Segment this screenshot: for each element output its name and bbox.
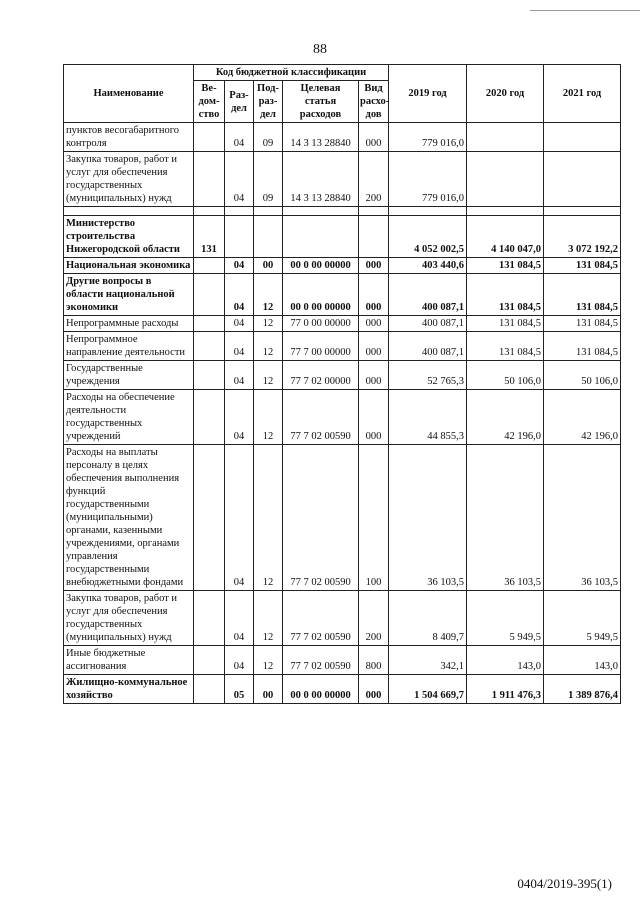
- row-2021-cell: 131 084,5: [544, 274, 621, 316]
- spacer-row: [64, 207, 621, 216]
- spacer-cell: [389, 207, 467, 216]
- row-2021-cell: 36 103,5: [544, 445, 621, 591]
- row-name-cell: пунктов весогабаритного контроля: [64, 123, 194, 152]
- row-2020-cell: 50 106,0: [467, 361, 544, 390]
- scan-edge-line: [530, 10, 640, 11]
- row-podrazdel-cell: 00: [254, 258, 283, 274]
- row-name-cell: Непрограммные расходы: [64, 316, 194, 332]
- row-razdel-cell: 04: [225, 361, 254, 390]
- table-row: [64, 216, 621, 258]
- spacer-cell: [194, 207, 225, 216]
- row-2020-cell: [467, 123, 544, 152]
- row-2020-cell: 4 140 047,0: [467, 216, 544, 258]
- row-expense-type-cell: 000: [359, 316, 389, 332]
- row-2020-cell: 1 911 476,3: [467, 675, 544, 704]
- row-2019-cell: 779 016,0: [389, 152, 467, 207]
- row-name-cell: Другие вопросы в области национальной экономики: [64, 274, 194, 316]
- row-target-article-cell: 77 7 02 00590: [283, 646, 359, 675]
- row-vedomstvo-cell: [194, 591, 225, 646]
- row-2021-cell: 143,0: [544, 646, 621, 675]
- row-expense-type-cell: [359, 216, 389, 258]
- row-name-cell: Жилищно-коммунальное хозяйство: [64, 675, 194, 704]
- row-expense-type-cell: 200: [359, 591, 389, 646]
- budget-table: [63, 64, 621, 704]
- row-2019-cell: 400 087,1: [389, 332, 467, 361]
- row-2019-cell: 4 052 002,5: [389, 216, 467, 258]
- row-2019-cell: 52 765,3: [389, 361, 467, 390]
- row-expense-type-cell: 000: [359, 390, 389, 445]
- spacer-cell: [467, 207, 544, 216]
- row-2020-cell: 131 084,5: [467, 316, 544, 332]
- row-vedomstvo-cell: [194, 274, 225, 316]
- row-name-cell: Закупка товаров, работ и услуг для обеспечения государственных (муниципальных) нужд: [64, 152, 194, 207]
- header-razdel: Раз- дел: [225, 81, 254, 123]
- row-podrazdel-cell: 09: [254, 152, 283, 207]
- row-vedomstvo-cell: [194, 258, 225, 274]
- row-vedomstvo-cell: [194, 675, 225, 704]
- header-2019: 2019 год: [389, 65, 467, 123]
- row-name-cell: Закупка товаров, работ и услуг для обеспечения государственных (муниципальных) нужд: [64, 591, 194, 646]
- row-target-article-cell: 77 7 02 00590: [283, 390, 359, 445]
- spacer-cell: [254, 207, 283, 216]
- table-row: [64, 646, 621, 675]
- header-target-article: Целевая статья расходов: [283, 81, 359, 123]
- header-2021: 2021 год: [544, 65, 621, 123]
- row-podrazdel-cell: 09: [254, 123, 283, 152]
- row-podrazdel-cell: 12: [254, 445, 283, 591]
- row-expense-type-cell: 000: [359, 332, 389, 361]
- row-vedomstvo-cell: [194, 123, 225, 152]
- row-name-cell: Министерство строительства Нижегородской области: [64, 216, 194, 258]
- table-row: [64, 316, 621, 332]
- table-row: [64, 361, 621, 390]
- spacer-cell: [225, 207, 254, 216]
- row-2021-cell: 42 196,0: [544, 390, 621, 445]
- row-target-article-cell: 77 7 02 00000: [283, 361, 359, 390]
- row-target-article-cell: 77 7 00 00000: [283, 332, 359, 361]
- row-name-cell: Расходы на обеспечение деятельности государственных учреждений: [64, 390, 194, 445]
- row-2020-cell: 131 084,5: [467, 274, 544, 316]
- row-target-article-cell: 77 0 00 00000: [283, 316, 359, 332]
- row-name-cell: Иные бюджетные ассигнования: [64, 646, 194, 675]
- header-expense-type: Вид расхо- дов: [359, 81, 389, 123]
- table-row: [64, 591, 621, 646]
- row-razdel-cell: 04: [225, 445, 254, 591]
- row-vedomstvo-cell: [194, 646, 225, 675]
- row-podrazdel-cell: 12: [254, 316, 283, 332]
- row-expense-type-cell: 000: [359, 274, 389, 316]
- table-row: [64, 152, 621, 207]
- table-row: [64, 258, 621, 274]
- page-number: 88: [313, 42, 327, 57]
- row-2019-cell: 8 409,7: [389, 591, 467, 646]
- row-expense-type-cell: 800: [359, 646, 389, 675]
- row-vedomstvo-cell: [194, 316, 225, 332]
- row-target-article-cell: 14 3 13 28840: [283, 123, 359, 152]
- row-target-article-cell: 77 7 02 00590: [283, 591, 359, 646]
- row-name-cell: Государственные учреждения: [64, 361, 194, 390]
- header-podrazdel: Под- раз- дел: [254, 81, 283, 123]
- row-expense-type-cell: 000: [359, 675, 389, 704]
- row-vedomstvo-cell: [194, 445, 225, 591]
- row-vedomstvo-cell: [194, 390, 225, 445]
- row-target-article-cell: 77 7 02 00590: [283, 445, 359, 591]
- row-podrazdel-cell: 12: [254, 361, 283, 390]
- row-expense-type-cell: 000: [359, 258, 389, 274]
- row-podrazdel-cell: 12: [254, 332, 283, 361]
- header-code-group: Код бюджетной классификации: [194, 65, 389, 81]
- table-body: [64, 123, 621, 704]
- table-row: [64, 390, 621, 445]
- row-razdel-cell: 04: [225, 123, 254, 152]
- row-podrazdel-cell: 12: [254, 591, 283, 646]
- row-podrazdel-cell: [254, 216, 283, 258]
- row-2021-cell: [544, 152, 621, 207]
- table-row: [64, 675, 621, 704]
- table-row: [64, 123, 621, 152]
- row-podrazdel-cell: 12: [254, 390, 283, 445]
- row-razdel-cell: 05: [225, 675, 254, 704]
- row-podrazdel-cell: 12: [254, 646, 283, 675]
- row-expense-type-cell: 000: [359, 123, 389, 152]
- header-vedomstvo: Ве- дом- ство: [194, 81, 225, 123]
- row-razdel-cell: 04: [225, 258, 254, 274]
- row-2021-cell: 131 084,5: [544, 316, 621, 332]
- row-name-cell: Непрограммное направление деятельности: [64, 332, 194, 361]
- row-2021-cell: 5 949,5: [544, 591, 621, 646]
- row-razdel-cell: 04: [225, 316, 254, 332]
- row-2019-cell: 400 087,1: [389, 274, 467, 316]
- row-2021-cell: 3 072 192,2: [544, 216, 621, 258]
- row-target-article-cell: 00 0 00 00000: [283, 258, 359, 274]
- row-2020-cell: 131 084,5: [467, 258, 544, 274]
- row-name-cell: Расходы на выплаты персоналу в целях обеспечения выполнения функций государственными (муниципальными) органами, казенными учреждениями, органами управления государственными внебюджетными фондами: [64, 445, 194, 591]
- row-2019-cell: 403 440,6: [389, 258, 467, 274]
- table-row: [64, 332, 621, 361]
- row-expense-type-cell: 100: [359, 445, 389, 591]
- row-2020-cell: 5 949,5: [467, 591, 544, 646]
- row-2021-cell: 1 389 876,4: [544, 675, 621, 704]
- header-name: Наименование: [64, 65, 194, 123]
- row-2020-cell: 143,0: [467, 646, 544, 675]
- row-2021-cell: 131 084,5: [544, 258, 621, 274]
- spacer-cell: [359, 207, 389, 216]
- row-razdel-cell: 04: [225, 646, 254, 675]
- row-2019-cell: 779 016,0: [389, 123, 467, 152]
- row-razdel-cell: [225, 216, 254, 258]
- table-row: [64, 445, 621, 591]
- row-2019-cell: 400 087,1: [389, 316, 467, 332]
- row-target-article-cell: 00 0 00 00000: [283, 675, 359, 704]
- row-2019-cell: 342,1: [389, 646, 467, 675]
- row-razdel-cell: 04: [225, 332, 254, 361]
- row-2020-cell: 42 196,0: [467, 390, 544, 445]
- document-code: 0404/2019-395(1): [517, 876, 612, 891]
- spacer-cell: [544, 207, 621, 216]
- row-name-cell: Национальная экономика: [64, 258, 194, 274]
- row-target-article-cell: 14 3 13 28840: [283, 152, 359, 207]
- row-podrazdel-cell: 00: [254, 675, 283, 704]
- row-razdel-cell: 04: [225, 390, 254, 445]
- row-target-article-cell: 00 0 00 00000: [283, 274, 359, 316]
- table-row: [64, 274, 621, 316]
- row-expense-type-cell: 000: [359, 361, 389, 390]
- spacer-cell: [64, 207, 194, 216]
- row-2020-cell: 36 103,5: [467, 445, 544, 591]
- row-2020-cell: [467, 152, 544, 207]
- row-vedomstvo-cell: [194, 152, 225, 207]
- row-vedomstvo-cell: 131: [194, 216, 225, 258]
- spacer-cell: [283, 207, 359, 216]
- header-2020: 2020 год: [467, 65, 544, 123]
- row-vedomstvo-cell: [194, 332, 225, 361]
- row-2019-cell: 36 103,5: [389, 445, 467, 591]
- row-2019-cell: 44 855,3: [389, 390, 467, 445]
- row-razdel-cell: 04: [225, 591, 254, 646]
- row-razdel-cell: 04: [225, 274, 254, 316]
- row-2021-cell: 50 106,0: [544, 361, 621, 390]
- row-podrazdel-cell: 12: [254, 274, 283, 316]
- row-razdel-cell: 04: [225, 152, 254, 207]
- row-target-article-cell: [283, 216, 359, 258]
- row-expense-type-cell: 200: [359, 152, 389, 207]
- row-2020-cell: 131 084,5: [467, 332, 544, 361]
- row-2019-cell: 1 504 669,7: [389, 675, 467, 704]
- row-2021-cell: [544, 123, 621, 152]
- row-2021-cell: 131 084,5: [544, 332, 621, 361]
- row-vedomstvo-cell: [194, 361, 225, 390]
